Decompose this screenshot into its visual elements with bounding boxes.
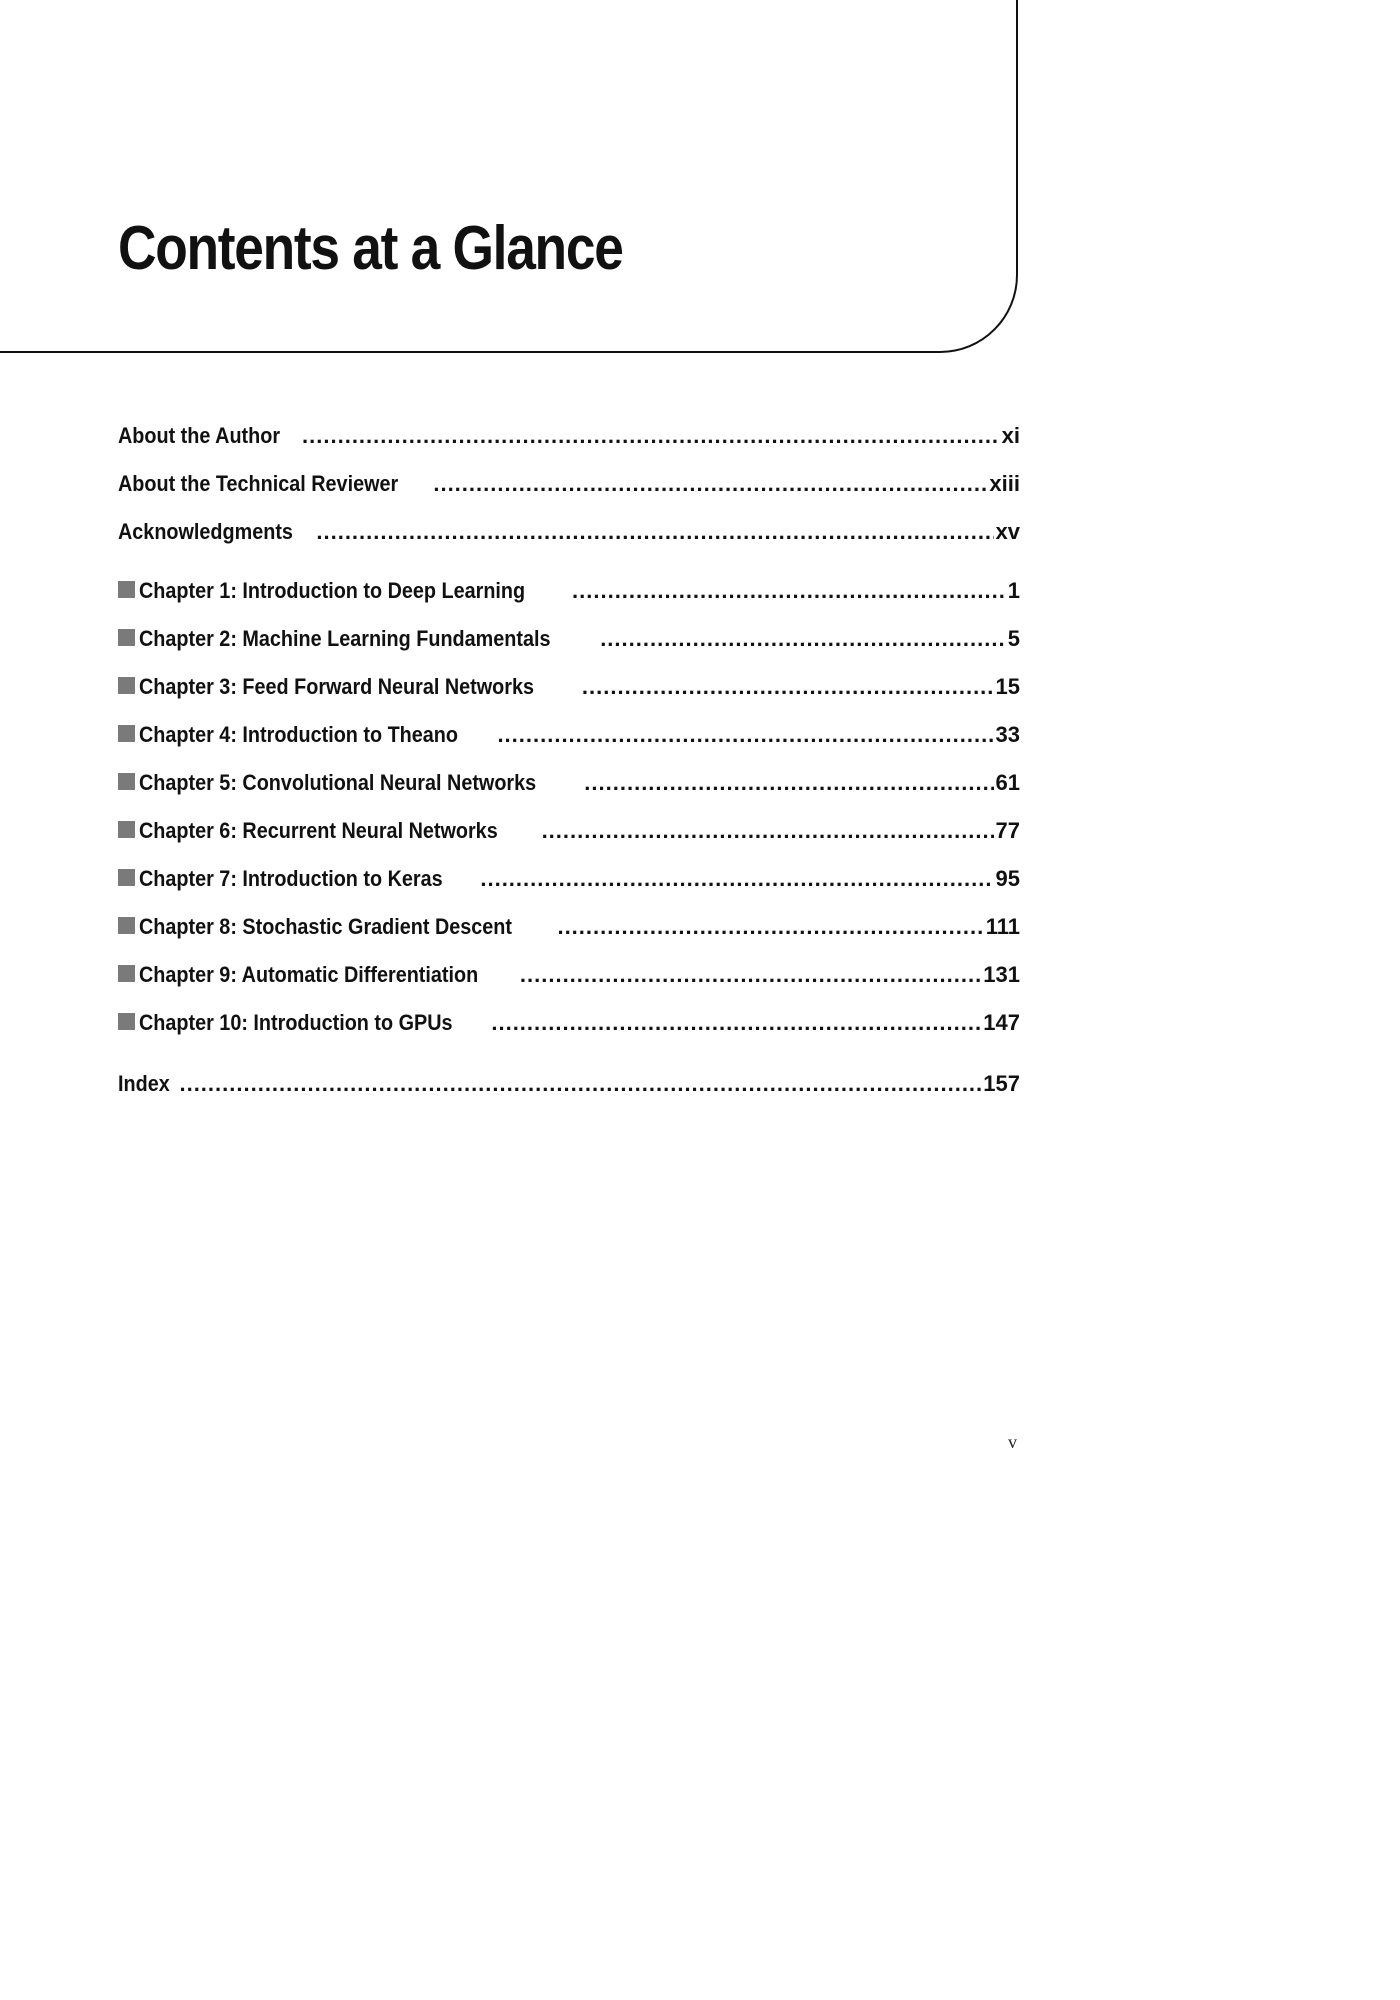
toc-entry-chapter-4[interactable]	[118, 717, 1020, 765]
page-title: Contents at a Glance	[118, 214, 623, 283]
dot-leader	[433, 466, 987, 502]
dot-leader	[542, 813, 994, 849]
toc-entry-label: Chapter 10: Introduction to GPUs	[139, 1010, 453, 1035]
toc-entry-page: 1	[1007, 578, 1020, 603]
square-bullet-icon	[118, 1013, 135, 1030]
toc-entry-page: xiii	[989, 471, 1020, 496]
table-of-contents	[118, 418, 1020, 1114]
toc-entry-label: Chapter 8: Stochastic Gradient Descent	[139, 914, 513, 939]
dot-leader	[480, 861, 993, 897]
toc-entry-chapter-9[interactable]	[118, 957, 1020, 1005]
square-bullet-icon	[118, 965, 135, 982]
square-bullet-icon	[118, 773, 135, 790]
toc-entry-chapter-6[interactable]	[118, 813, 1020, 861]
toc-entry-page: 61	[995, 770, 1020, 795]
toc-entry-about-author[interactable]	[118, 418, 1020, 466]
square-bullet-icon	[118, 917, 135, 934]
square-bullet-icon	[118, 581, 135, 598]
toc-entry-chapter-1[interactable]	[118, 573, 1020, 621]
toc-entry-chapter-10[interactable]	[118, 1005, 1020, 1053]
toc-entry-page: 111	[985, 914, 1020, 939]
toc-entry-page: 33	[995, 722, 1020, 747]
toc-entry-label: About the Technical Reviewer	[118, 471, 399, 496]
toc-entry-chapter-2[interactable]	[118, 621, 1020, 669]
dot-leader	[572, 573, 1006, 609]
square-bullet-icon	[118, 821, 135, 838]
toc-entry-page: xv	[995, 519, 1020, 544]
toc-entry-label: Chapter 6: Recurrent Neural Networks	[139, 818, 498, 843]
toc-entry-label: Chapter 5: Convolutional Neural Networks	[139, 770, 537, 795]
dot-leader	[316, 514, 993, 550]
toc-entry-chapter-5[interactable]	[118, 765, 1020, 813]
toc-entry-acknowledgments[interactable]	[118, 514, 1020, 562]
square-bullet-icon	[118, 725, 135, 742]
toc-entry-label: Acknowledgments	[118, 519, 293, 544]
toc-entry-page: 5	[1007, 626, 1020, 651]
dot-leader	[584, 765, 993, 801]
toc-entry-label: Chapter 4: Introduction to Theano	[139, 722, 458, 747]
toc-entry-page: 147	[983, 1010, 1020, 1035]
toc-entry-chapter-8[interactable]	[118, 909, 1020, 957]
square-bullet-icon	[118, 677, 135, 694]
square-bullet-icon	[118, 629, 135, 646]
dot-leader	[302, 418, 1000, 454]
toc-entry-label: About the Author	[118, 423, 281, 448]
toc-entry-label: Index	[118, 1071, 170, 1096]
toc-entry-label: Chapter 1: Introduction to Deep Learning	[139, 578, 526, 603]
dot-leader	[497, 717, 993, 753]
toc-entry-page: xi	[1001, 423, 1020, 448]
toc-entry-about-reviewer[interactable]	[118, 466, 1020, 514]
dot-leader	[179, 1066, 981, 1102]
toc-entry-page: 15	[995, 674, 1020, 699]
square-bullet-icon	[118, 869, 135, 886]
toc-entry-label: Chapter 9: Automatic Differentiation	[139, 962, 479, 987]
toc-entry-page: 95	[995, 866, 1020, 891]
toc-entry-chapter-7[interactable]	[118, 861, 1020, 909]
header-frame	[0, 0, 1018, 353]
toc-entry-index[interactable]	[118, 1066, 1020, 1114]
dot-leader	[520, 957, 981, 993]
dot-leader	[582, 669, 994, 705]
dot-leader	[557, 909, 983, 945]
dot-leader	[600, 621, 1006, 657]
toc-entry-page: 77	[995, 818, 1020, 843]
toc-entry-page: 131	[983, 962, 1020, 987]
toc-entry-label: Chapter 2: Machine Learning Fundamentals	[139, 626, 551, 651]
dot-leader	[491, 1005, 981, 1041]
toc-entry-label: Chapter 3: Feed Forward Neural Networks	[139, 674, 535, 699]
toc-entry-label: Chapter 7: Introduction to Keras	[139, 866, 443, 891]
toc-entry-chapter-3[interactable]	[118, 669, 1020, 717]
page-number: v	[1008, 1432, 1017, 1452]
toc-entry-page: 157	[983, 1071, 1020, 1096]
